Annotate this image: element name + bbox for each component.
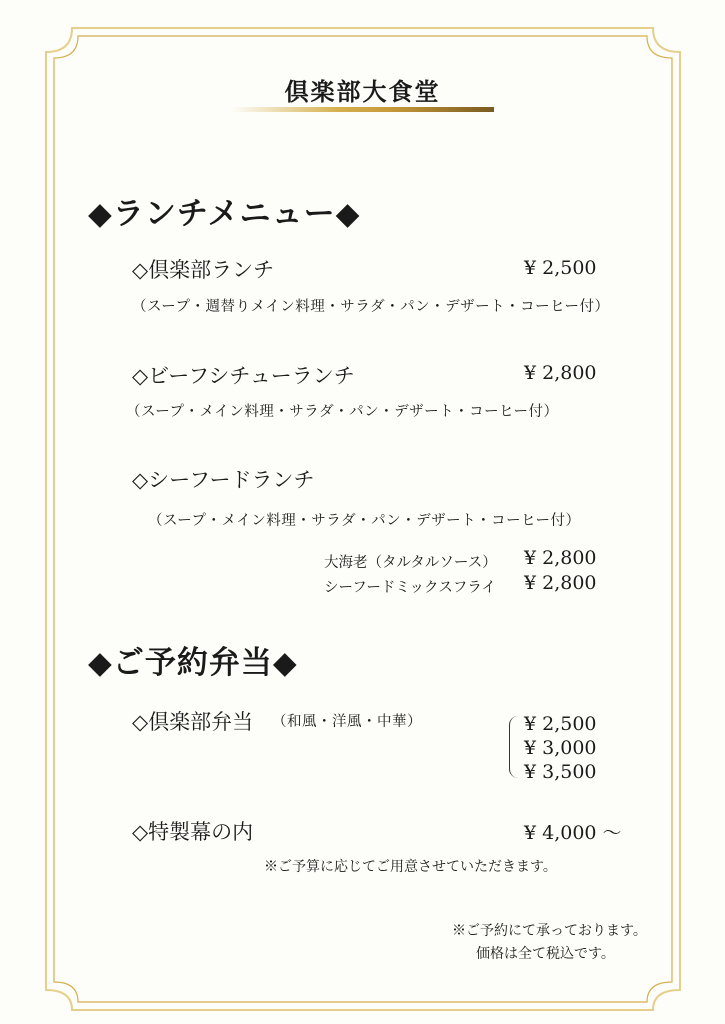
price-bracket xyxy=(509,716,518,778)
menu-item-name: ◇ビーフシチューランチ xyxy=(132,364,355,388)
menu-item-description: （スープ・週替りメイン料理・サラダ・パン・デザート・コーヒー付） xyxy=(132,299,610,315)
menu-item-price: ¥ 2,500 xyxy=(524,257,597,279)
bento-price: ¥ 2,500 xyxy=(524,713,597,735)
menu-item-price: ¥ 2,800 xyxy=(524,362,597,384)
bento-price: ¥ 4,000 ～ xyxy=(524,822,622,844)
bento-item-name: ◇特製幕の内 xyxy=(132,820,254,844)
page-title: 倶楽部大食堂 xyxy=(284,77,441,106)
tax-note: 価格は全て税込です。 xyxy=(476,946,615,962)
bento-item-styles: （和風・洋風・中華） xyxy=(272,714,422,730)
menu-item-description: （スープ・メイン料理・サラダ・パン・デザート・コーヒー付） xyxy=(126,404,559,420)
bento-price: ¥ 3,500 xyxy=(524,761,597,783)
menu-option-name: 大海老（タルタルソース） xyxy=(324,555,497,571)
bento-item-name: ◇倶楽部弁当 xyxy=(132,710,254,734)
menu-option-price: ¥ 2,800 xyxy=(524,547,597,569)
bento-price: ¥ 3,000 xyxy=(524,737,597,759)
budget-note: ※ご予算に応じてご用意させていただきます。 xyxy=(264,859,557,875)
title-underline xyxy=(232,107,494,112)
reservation-note: ※ご予約にて承っております。 xyxy=(452,923,647,939)
menu-option-price: ¥ 2,800 xyxy=(524,572,597,594)
menu-item-name: ◇シーフードランチ xyxy=(132,468,315,492)
lunch-section-heading: ◆ランチメニュー◆ xyxy=(88,196,361,232)
bento-section-heading: ◆ご予約弁当◆ xyxy=(88,645,298,681)
menu-item-name: ◇倶楽部ランチ xyxy=(132,258,275,282)
menu-option-name: シーフードミックスフライ xyxy=(324,580,496,596)
menu-item-description: （スープ・メイン料理・サラダ・パン・デザート・コーヒー付） xyxy=(148,513,581,529)
